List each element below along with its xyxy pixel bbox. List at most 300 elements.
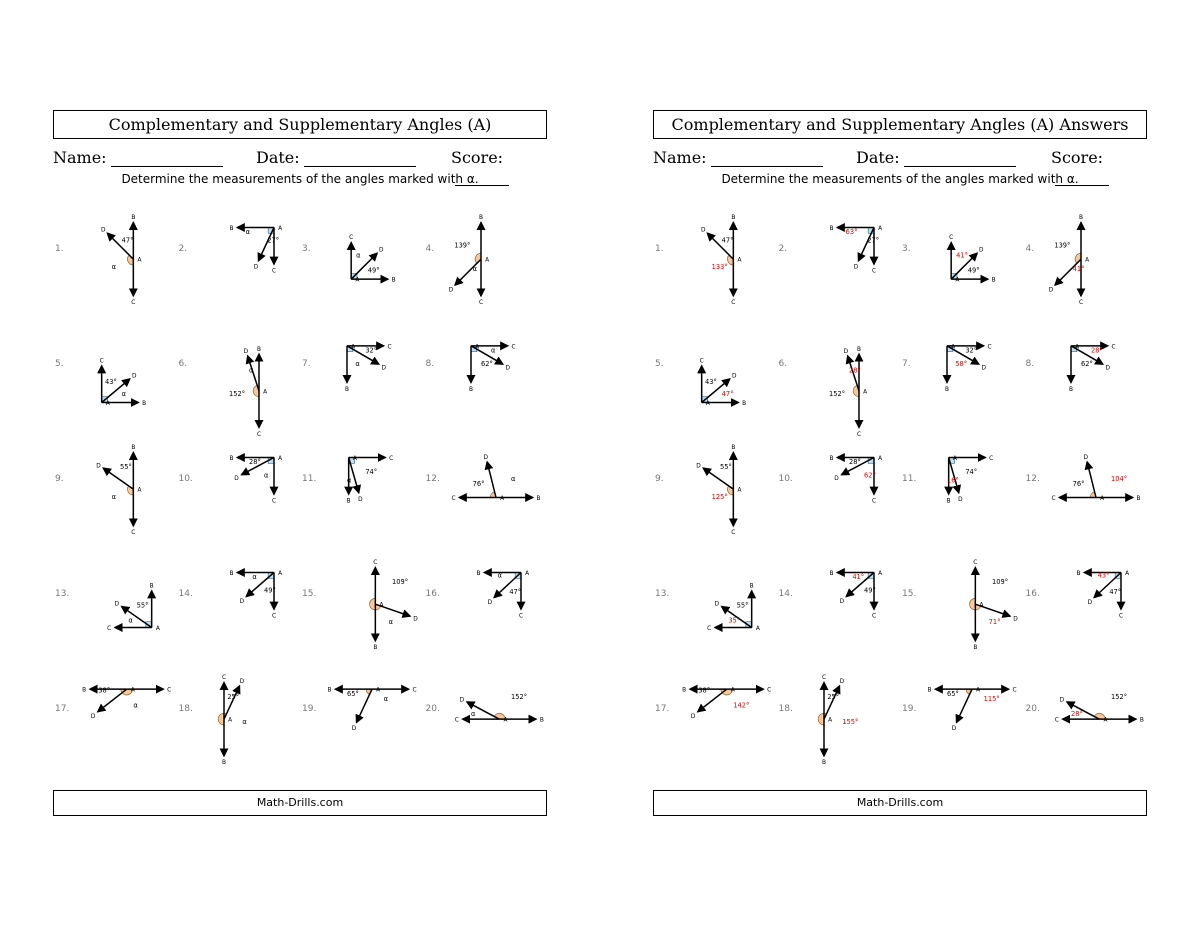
angle-diagram — [1046, 658, 1146, 772]
answer-angle: 28° — [848, 366, 861, 375]
point-label-d: D — [459, 697, 464, 704]
point-label-b: B — [991, 277, 996, 284]
point-label-c: C — [821, 675, 826, 682]
problem-number: 3. — [902, 244, 911, 254]
point-label-d: D — [482, 454, 488, 461]
vertex-label-a: A — [524, 571, 529, 577]
point-label-b: B — [142, 401, 147, 407]
point-label-b: B — [346, 498, 351, 505]
problem-5 — [53, 313, 176, 427]
footer: Math-Drills.com — [53, 790, 547, 816]
point-label-b: B — [149, 583, 154, 590]
point-label-c: C — [450, 496, 456, 502]
answer-angle: 155° — [841, 718, 858, 727]
alpha-label: α — [347, 476, 352, 485]
problem-number: 1. — [55, 244, 64, 254]
point-label-b: B — [131, 215, 136, 222]
point-label-d: D — [381, 365, 387, 372]
point-label-b: B — [1136, 496, 1140, 502]
name-label: Name: — [53, 148, 107, 167]
point-label-c: C — [131, 530, 136, 537]
problem-number: 6. — [778, 359, 788, 369]
vertex-label-a: A — [1099, 496, 1104, 502]
ray-d — [1087, 462, 1096, 498]
given-angle: 152° — [828, 389, 845, 398]
problem-5 — [653, 313, 776, 427]
alpha-label: α — [355, 359, 360, 368]
point-label-b: B — [229, 456, 233, 462]
vertex-label-a: A — [474, 344, 479, 351]
answer-angle: 62° — [863, 471, 876, 480]
point-label-c: C — [1050, 496, 1056, 502]
alpha-label: α — [490, 346, 495, 355]
problem-number: 20. — [425, 704, 440, 714]
given-angle: 28° — [848, 458, 861, 467]
point-label-d: D — [233, 475, 239, 482]
given-angle: 65° — [347, 689, 359, 698]
angle-diagram — [675, 543, 775, 657]
vertex-label-a: A — [877, 226, 882, 232]
problem-number: 2. — [778, 244, 788, 254]
alpha-label: α — [121, 389, 127, 398]
point-label-b: B — [731, 445, 736, 452]
given-angle: 27° — [866, 236, 879, 245]
problem-2 — [777, 198, 900, 312]
problem-15 — [300, 543, 423, 657]
score-label: Score: — [451, 148, 504, 167]
angle-diagram — [1046, 313, 1146, 427]
given-angle: 49° — [367, 266, 380, 275]
point-label-b: B — [821, 760, 826, 767]
problem-number: 14. — [178, 589, 193, 599]
angle-diagram — [322, 428, 422, 542]
ray-d — [703, 468, 733, 489]
point-label-d: D — [1087, 599, 1092, 606]
angle-diagram — [446, 428, 546, 542]
angle-diagram — [922, 428, 1022, 542]
vertex-label-a: A — [862, 389, 867, 396]
problem-number: 17. — [55, 704, 70, 714]
point-label-b: B — [82, 687, 87, 694]
problem-19 — [900, 658, 1023, 772]
point-label-d: D — [96, 463, 101, 470]
point-label-b: B — [742, 401, 747, 407]
vertex-label-a: A — [1074, 344, 1079, 351]
point-label-b: B — [476, 571, 480, 577]
problem-number: 16. — [425, 589, 440, 599]
problem-9 — [653, 428, 776, 542]
given-angle: 152° — [228, 389, 245, 398]
given-angle: 139° — [453, 241, 470, 250]
vertex-label-a: A — [737, 257, 742, 264]
point-label-d: D — [253, 264, 258, 271]
problem-number: 7. — [902, 359, 911, 369]
problem-6 — [777, 313, 900, 438]
problem-number: 8. — [425, 359, 435, 369]
vertex-label-a: A — [1103, 717, 1107, 724]
alpha-label: α — [472, 264, 477, 273]
problem-7 — [900, 313, 1023, 427]
point-label-d: D — [131, 373, 137, 380]
point-label-c: C — [871, 498, 876, 505]
point-label-b: B — [327, 687, 332, 694]
angle-diagram — [1046, 198, 1146, 312]
answer-angle: 41° — [1072, 264, 1084, 273]
point-label-d: D — [958, 496, 963, 503]
point-label-c: C — [349, 235, 354, 242]
point-label-c: C — [167, 687, 172, 694]
worksheet-title: Complementary and Supplementary Angles (A) — [53, 110, 547, 139]
problem-number: 4. — [425, 244, 435, 254]
point-label-d: D — [1105, 365, 1110, 372]
name-field[interactable] — [53, 148, 223, 167]
point-label-d: D — [1082, 454, 1088, 461]
point-label-c: C — [1078, 300, 1083, 307]
given-angle: 62° — [480, 359, 493, 368]
problem-12 — [1024, 428, 1147, 542]
vertex-label-a: A — [262, 389, 267, 396]
point-label-c: C — [1012, 687, 1017, 694]
angle-diagram — [922, 658, 1022, 772]
given-angle: 27° — [266, 236, 279, 245]
angle-diagram — [675, 658, 775, 772]
point-label-d: D — [358, 496, 363, 503]
angle-diagram — [922, 198, 1022, 312]
point-label-c: C — [99, 358, 104, 365]
given-angle: 62° — [1080, 359, 1093, 368]
point-label-c: C — [387, 344, 392, 351]
answer-angle: 43° — [1097, 571, 1109, 580]
problem-19 — [300, 658, 423, 772]
vertex-label-a: A — [376, 687, 381, 694]
point-label-c: C — [989, 456, 994, 462]
point-label-c: C — [699, 358, 704, 365]
point-label-c: C — [949, 235, 954, 242]
angle-diagram — [799, 198, 899, 312]
angle-diagram — [922, 543, 1022, 657]
vertex-label-a: A — [952, 456, 957, 462]
point-label-c: C — [107, 626, 112, 632]
given-angle: 32° — [965, 346, 978, 355]
given-angle: 49° — [263, 586, 276, 595]
given-angle: 139° — [1053, 241, 1070, 250]
point-label-d: D — [981, 365, 987, 372]
date-field[interactable] — [256, 148, 416, 167]
given-angle: 55° — [136, 601, 149, 610]
vertex-label-a: A — [951, 344, 956, 351]
problem-10 — [177, 428, 300, 542]
problem-11 — [900, 428, 1023, 542]
point-label-d: D — [714, 601, 720, 608]
point-label-d: D — [114, 601, 120, 608]
problem-number: 12. — [1025, 474, 1040, 484]
problem-number: 16. — [1025, 589, 1040, 599]
point-label-b: B — [749, 583, 754, 590]
vertex-label-a: A — [277, 456, 282, 462]
point-label-b: B — [731, 215, 736, 222]
point-label-b: B — [682, 687, 687, 694]
given-angle: 43° — [105, 378, 117, 387]
angle-diagram — [75, 428, 175, 542]
problem-2 — [177, 198, 300, 312]
problem-number: 20. — [1025, 704, 1040, 714]
point-label-d: D — [951, 726, 957, 733]
given-angle: 74° — [965, 468, 978, 477]
given-angle: 38° — [698, 686, 711, 695]
problem-number: 12. — [425, 474, 440, 484]
angle-diagram — [199, 198, 299, 312]
problem-3 — [900, 198, 1023, 312]
point-label-b: B — [945, 386, 949, 393]
given-angle: 28° — [248, 458, 261, 467]
point-label-d: D — [839, 598, 844, 605]
name-label: Name: — [653, 148, 707, 167]
problem-number: 4. — [1025, 244, 1035, 254]
answer-sheet — [653, 110, 1147, 809]
vertex-label-a: A — [227, 717, 232, 724]
alpha-label: α — [111, 493, 117, 502]
problem-7 — [300, 313, 423, 427]
problem-16 — [424, 543, 547, 657]
point-label-d: D — [239, 679, 244, 686]
problem-number: 19. — [902, 704, 917, 714]
problem-13 — [653, 543, 776, 657]
point-label-c: C — [256, 431, 261, 438]
point-label-d: D — [1048, 287, 1053, 294]
alpha-label: α — [128, 616, 133, 625]
problem-17 — [53, 658, 176, 772]
problem-number: 11. — [302, 474, 317, 484]
problem-1 — [53, 198, 176, 312]
score-label: Score: — [1051, 148, 1104, 167]
vertex-label-a: A — [705, 401, 710, 407]
given-angle: 109° — [992, 578, 1009, 587]
answers-title: Complementary and Supplementary Angles (A) Answers — [653, 110, 1147, 139]
angle-diagram — [446, 543, 546, 657]
date-field[interactable] — [856, 148, 1016, 167]
point-label-c: C — [518, 613, 523, 620]
given-angle: 55° — [736, 601, 749, 610]
answer-angle: 142° — [733, 701, 750, 710]
alpha-label: α — [383, 694, 389, 703]
angle-diagram — [75, 658, 175, 772]
point-label-c: C — [373, 560, 378, 567]
answer-angle: 71° — [988, 618, 1001, 627]
point-label-d: D — [1059, 697, 1064, 704]
problem-9 — [53, 428, 176, 542]
problem-number: 3. — [302, 244, 311, 254]
given-angle: 76° — [1072, 479, 1084, 488]
point-label-b: B — [1068, 386, 1073, 393]
vertex-label-a: A — [105, 401, 110, 407]
problem-3 — [300, 198, 423, 312]
given-angle: 49° — [863, 586, 876, 595]
problem-6 — [177, 313, 300, 438]
point-label-d: D — [731, 373, 737, 380]
point-label-b: B — [829, 571, 833, 577]
point-label-c: C — [510, 344, 516, 351]
point-label-b: B — [539, 717, 544, 724]
angle-diagram — [799, 428, 899, 542]
alpha-label: α — [263, 471, 268, 480]
point-label-d: D — [239, 598, 244, 605]
problem-number: 14. — [778, 589, 793, 599]
point-label-c: C — [1118, 613, 1123, 620]
ray-d — [357, 689, 372, 722]
problem-number: 13. — [55, 589, 70, 599]
angle-diagram — [799, 658, 899, 772]
problem-number: 10. — [778, 474, 793, 484]
angle-diagram — [199, 543, 299, 657]
point-label-b: B — [256, 346, 261, 353]
problem-number: 5. — [55, 359, 64, 369]
given-angle: 25° — [826, 693, 839, 702]
point-label-c: C — [454, 717, 459, 724]
point-label-b: B — [391, 277, 396, 284]
vertex-label-a: A — [351, 344, 356, 351]
alpha-label: α — [245, 228, 250, 237]
alpha-label: α — [510, 474, 515, 483]
point-label-c: C — [131, 300, 136, 307]
given-angle: 47° — [508, 588, 521, 597]
ray-d — [224, 686, 239, 719]
alpha-label: α — [133, 701, 138, 710]
point-label-b: B — [229, 226, 233, 232]
problem-11 — [300, 428, 423, 542]
given-angle: 55° — [720, 463, 732, 472]
point-label-b: B — [946, 498, 951, 505]
point-label-b: B — [1076, 571, 1080, 577]
problem-number: 6. — [178, 359, 188, 369]
problem-number: 15. — [902, 589, 917, 599]
angle-diagram — [1046, 428, 1146, 542]
problem-number: 2. — [178, 244, 188, 254]
point-label-c: C — [871, 268, 876, 275]
point-label-d: D — [351, 726, 357, 733]
alpha-label: α — [111, 263, 117, 272]
vertex-label-a: A — [130, 687, 135, 694]
angle-diagram — [675, 428, 775, 542]
alpha-label: α — [388, 618, 394, 627]
problem-number: 18. — [178, 704, 193, 714]
problem-number: 19. — [302, 704, 317, 714]
point-label-d: D — [696, 463, 701, 470]
angle-diagram — [75, 198, 175, 312]
angle-diagram — [799, 543, 899, 657]
ray-d — [824, 686, 839, 719]
vertex-label-a: A — [277, 226, 282, 232]
angle-diagram — [322, 658, 422, 772]
given-angle: 43° — [705, 378, 717, 387]
ray-d — [957, 689, 972, 722]
point-label-b: B — [973, 645, 978, 652]
point-label-d: D — [378, 247, 384, 254]
given-angle: 74° — [365, 468, 378, 477]
given-angle: 76° — [472, 479, 484, 488]
alpha-label: α — [251, 573, 257, 582]
point-label-d: D — [978, 247, 984, 254]
problem-number: 9. — [655, 474, 664, 484]
angle-diagram — [446, 198, 546, 312]
problem-number: 10. — [178, 474, 193, 484]
vertex-label-a: A — [827, 717, 832, 724]
answer-angle: 41° — [851, 573, 864, 582]
point-label-d: D — [448, 287, 453, 294]
angle-diagram — [322, 198, 422, 312]
angle-diagram — [199, 313, 299, 438]
problem-15 — [900, 543, 1023, 657]
answer-angle: 41° — [956, 251, 968, 260]
point-label-c: C — [856, 431, 861, 438]
vertex-label-a: A — [503, 717, 507, 724]
problem-number: 8. — [1025, 359, 1035, 369]
point-label-b: B — [131, 445, 136, 452]
problem-number: 13. — [655, 589, 670, 599]
problem-17 — [653, 658, 776, 772]
problem-12 — [424, 428, 547, 542]
footer: Math-Drills.com — [653, 790, 1147, 816]
point-label-b: B — [229, 571, 233, 577]
point-label-b: B — [221, 760, 226, 767]
angle-diagram — [199, 658, 299, 772]
problem-number: 1. — [655, 244, 664, 254]
answer-angle: 125° — [711, 493, 728, 502]
given-angle: 32° — [365, 346, 378, 355]
answer-grid — [653, 198, 1147, 778]
point-label-c: C — [767, 687, 772, 694]
point-label-b: B — [478, 215, 483, 222]
given-angle: 152° — [510, 693, 527, 702]
problem-13 — [53, 543, 176, 657]
answer-angle: 63° — [845, 228, 857, 237]
point-label-b: B — [345, 386, 349, 393]
point-label-d: D — [487, 599, 492, 606]
angle-diagram — [799, 313, 899, 438]
point-label-b: B — [1139, 717, 1144, 724]
point-label-c: C — [973, 560, 978, 567]
vertex-label-a: A — [877, 571, 882, 577]
point-label-c: C — [707, 626, 712, 632]
vertex-label-a: A — [352, 456, 357, 462]
problem-number: 17. — [655, 704, 670, 714]
problem-20 — [424, 658, 547, 772]
angle-diagram — [675, 198, 775, 312]
problem-4 — [1024, 198, 1147, 312]
point-label-d: D — [853, 264, 858, 271]
name-field[interactable] — [653, 148, 823, 167]
point-label-d: D — [1013, 616, 1018, 623]
point-label-c: C — [389, 456, 394, 462]
given-angle: 47° — [1108, 588, 1121, 597]
vertex-label-a: A — [137, 257, 142, 264]
problem-number: 9. — [55, 474, 64, 484]
angle-diagram — [75, 313, 175, 427]
vertex-label-a: A — [484, 257, 489, 264]
problem-number: 5. — [655, 359, 664, 369]
alpha-label: α — [248, 366, 253, 375]
angle-diagram — [1046, 543, 1146, 657]
given-angle: 47° — [721, 236, 734, 245]
point-label-d: D — [843, 348, 848, 355]
angle-diagram — [675, 313, 775, 427]
given-angle: 65° — [947, 689, 959, 698]
answer-angle: 104° — [1110, 474, 1127, 483]
answer-angle: 16° — [947, 476, 959, 485]
alpha-label: α — [497, 571, 502, 580]
problem-8 — [1024, 313, 1147, 427]
point-label-c: C — [871, 613, 876, 620]
ray-d — [103, 468, 133, 489]
